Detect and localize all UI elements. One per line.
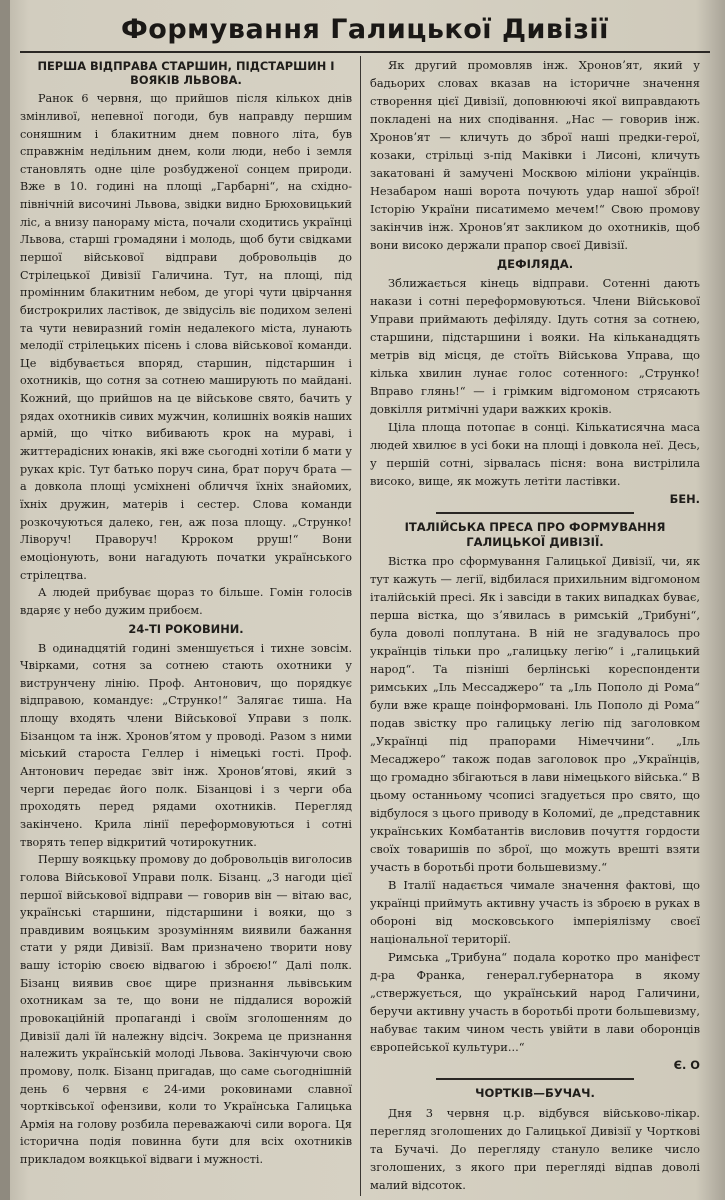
title-rule [20, 51, 710, 53]
article-heading-italian-press: ІТАЛІЙСЬКА ПРЕСА ПРО ФОРМУВАННЯ ГАЛИЦЬКОЇ ДИВІЗІЇ. [404, 520, 666, 549]
article-paragraph: В Італії надається чимале значення фактові, що українці приймуть активну участь із зброєю в руках в обороні від московського імперіялізму своєї національної території. [370, 878, 700, 947]
section-separator [436, 1078, 634, 1080]
article-paragraph: Ціла площа потопає в сонці. Кількатисячна маса людей хвилює в усі боки на площі і довкола неї. Десь, у першій сотні, зірвалась пісня: вона вистрілила високо, вище, як можуть летіти ластівки. [370, 420, 700, 489]
article-heading-chortkiv: ЧОРТКІВ—БУЧАЧ. [475, 1086, 595, 1101]
article-paragraph: Як другий промовляв інж. Хроновʼят, який у бадьорих словах вказав на історичне значення створення цієї Дивізії, доповнюючі якої виправдають покладені на них сподівання. „Нас — говорив інж. Хроновʼят — кличуть до зброї наші предки-герої, козаки, стрільці з-під Маківки і Лисоні, кличуть закатовані й замучені Москвою міліони українців. Незабаром наші ворота почують удар нашої зброї! Історію України писатимемо мечем!“ Свою промову закінчив інж. Хроновʼят закликом до охотників, щоб вони високо держали прапор своєї Дивізії. [370, 58, 700, 252]
section-heading-parade: ДЕФІЛЯДА. [496, 257, 574, 271]
article-paragraph: Зближається кінець відправи. Сотенні дають накази і сотні переформовуються. Члени Військової Управи приймають дефіляду. Ідуть сотня за сотнею, старшини, підстаршини і вояки. На кільканадцять метрів від місця, де стоїть Військова Управа, що кілька хвилин лунає голос сотенного: „Струнко! Вправо глянь!“ — і грімким відгомоном стрясають довкілля ритмічні удари важких кроків. [370, 276, 700, 417]
section-separator [436, 512, 634, 514]
page-edge-shadow [0, 0, 10, 1200]
left-column [20, 56, 352, 1169]
section-heading-anniversary: 24-ТІ РОКОВИНИ. [128, 622, 244, 637]
article-paragraph: Римська „Трибуна“ подала коротко про маніфест д-ра Франка, генерал.губернатора в якому „ствержується, що український народ Галичини, беручи активну участь в боротьбі проти большевизму, набуває таким чином честь увійти в лави оборонців європейської культури...“ [370, 950, 700, 1055]
right-column [370, 56, 700, 1194]
article-paragraph: Першу воякцьку промову до добровольців виголосив голова Військової Управи полк. Бізанц. „З нагоди цієї першої військової відправи — говорив він — вітаю вас, українські старшини, підстаршини і вояки, що з правдивим вояцьким зрозумінням виявили бажання стати у ряди Дивізії. Вам призначено творити нову вашу історію своєю відвагою і зброєю!“ Далі полк. Бізанц виявив своє щире признання львівським охотникам за те, що вони не піддалися ворожій провокаційній пропаганді і своїм зголошенням до Дивізії далі їй належну відсіч. Зокрема це признання належить українській молоді Львова. Закінчуючи свою промову, полк. Бізанц пригадав, що саме сьогоднішній день 6 червня є 24-ими роковинами славної чортківської офензиви, коли то Українська Галицька Армія на голову розбила переважаючі сили ворога. Ця історична подія повинна бути для всіх охотників прикладом воякцької відваги і мужності. [20, 853, 352, 1167]
page-title: Формування Галицької Дивізії [121, 14, 609, 45]
column-divider [360, 56, 361, 1196]
article-paragraph: В одинадцятій годині зменшується і тихне зовсім. Чвірками, сотня за сотнею стають охотники у виструнчену лінію. Проф. Антонович, що порядкує відправою, командує: „Струнко!“ Залягає тиша. На площу входять члени Військової Управи з полк. Бізанцом та інж. Хроновʼятом у проводі. Разом з ними міський староста Геллер і німецькі гості. Проф. Антонович передає звіт інж. Хроновʼятові, який з черги передає його полк. Бізанцові і з черги оба проходять перед рядами охотників. Перегляд закінчено. Крила лінії переформовуються і сотні творять тепер відкритий чотирокутник. [20, 641, 352, 849]
article-heading-first-review: ПЕРША ВІДПРАВА СТАРШИН, ПІДСТАРШИН І ВОЯКІВ ЛЬВОВА. [37, 59, 335, 88]
article-paragraph: Вістка про сформування Галицької Дивізії, чи, як тут кажуть — легії, відбилася прихильним відгомоном італійській пресі. Як і завсіди в таких випадках буває, перша вістка, що зʼявилась в римській „Трибуні“, була доволі поплутана. В ній не згадувалось про українців тільки про „галицьку легію“ і „галицький народ“. Та пізніші берлінські кореспонденти римських „Іль Мессаджеро“ та „Іль Пополо ді Рома“ були вже краще поінформовані. Іль Пополо ді Рома“ подав звістку про галицьку легію під заголовком „Українці під прапорами Німеччини“. „Іль Месаджеро“ також подав заголовок про „Українців, що громадно збігаються в лави німецького війська.“ В цьому останньому чсописі згадується про свято, що відбулося з цього приводу в Коломиї, де „представник українських Комбатантів висловив почуття гордости своїх товаришів по зброї, що можуть врешті взяти участь в боротьбі проти большевизму.“ [370, 554, 700, 875]
article-paragraph: А людей прибуває щораз то більше. Гомін голосів вдаряє у небо дужим прибоєм. [20, 586, 352, 617]
author-signature: БЕН. [669, 492, 700, 507]
article-paragraph: Дня 3 червня ц.р. відбувся військово-лікар. перегляд зголошених до Галицької Дивізії у Чорткові та Бучачі. До перегляду стануло велике число зголошених, з якого при перегляді відпав доволі малий відсоток. [370, 1105, 700, 1192]
article-paragraph: Ранок 6 червня, що прийшов після кількох днів змінливої, непевної погоди, був направду першим соняшним і блакитним днем повного літа, був справжнім недільним днем, коли люди, небо і земля становлять одне ціле розбудженої сонцем природи. Вже в 10. годині на площі „Гарбарні“, на східно-північній височині Львова, звідки видно Брюховицький ліс, а внизу панораму міста, почали сходитись українці Львова, старші громадяни і молодь, щоб бути свідками першої військової відправи добровольців до Стрілецької Дивізії Галичина. Тут, на площі, під промінним блакитним небом, де угорі чути цвірчання бистрокрилих ластівок, де звідусіль віє подихом зелені та чути невиразний гомін недалекого міста, лунають мелодії стрілецьких пісень і слова військової команди. Це відбувається впоряд, старшин, підстаршин і охотників, що сотня за сотнею маширують по майдані. Кожний, що прийшов на це військове свято, бачить у рядах охотників сивих мужчин, колишніх вояків наших армій, що чітко вибивають крок на мураві, і життерадісних юнаків, які вже сьогодні хотіли б мати у руках кріс. Тут батько поруч сина, брат поруч брата — а довкола площі усміхнені обличчя їхніх знайомих, їхніх дружин, матерів і сестер. Слова команди розкочуються далеко, ген, аж поза площу. „Струнко! Ліворуч! Праворуч! Крроком рруш!“ Вони емоціонують, вони нагадують початки українського стрілецтва. [20, 92, 352, 582]
author-signature: Є. О [673, 1058, 700, 1073]
